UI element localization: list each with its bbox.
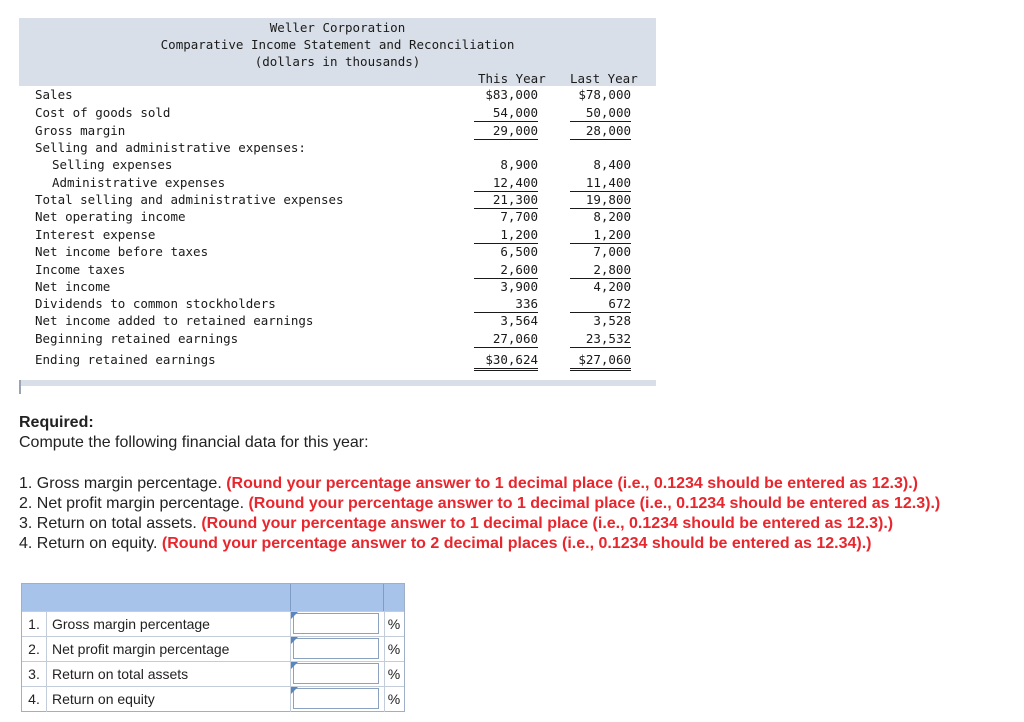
answer-cell (290, 637, 385, 662)
header-divider (290, 584, 291, 611)
last-year-value: $78,000 (578, 87, 631, 102)
question-text: 1. Gross margin percentage. (19, 475, 227, 492)
return-on-total-assets-input[interactable] (293, 663, 379, 684)
statement-units: (dollars in thousands) (254, 54, 421, 69)
percent-unit: % (387, 691, 401, 707)
last-year-value: 1,200 (570, 226, 631, 244)
question-4 (19, 535, 871, 553)
return-on-equity-input[interactable] (293, 688, 379, 709)
statement-footer-tick (19, 380, 21, 394)
last-year-value: 8,400 (593, 157, 631, 172)
row-label: Interest expense (35, 227, 156, 242)
last-year-value: 7,000 (593, 244, 631, 259)
last-year-value: $27,060 (570, 351, 631, 371)
last-year-value: 4,200 (593, 279, 631, 294)
row-label: Net operating income (35, 209, 186, 224)
statement-row (19, 174, 656, 191)
last-year-value: 28,000 (570, 122, 631, 140)
row-label: Cost of goods sold (35, 105, 171, 120)
row-label: Selling and administrative expenses: (35, 140, 306, 155)
statement-row (19, 312, 656, 329)
row-label: Return on equity (52, 691, 155, 707)
required-instructions: Compute the following financial data for this year: (19, 434, 369, 451)
answer-table (21, 583, 405, 712)
company-name: Weller Corporation (269, 20, 406, 35)
question-text: 4. Return on equity. (19, 535, 162, 552)
statement-footer-band (19, 380, 656, 386)
row-label: Gross margin percentage (52, 616, 210, 632)
rounding-note: (Round your percentage answer to 1 decimal place (i.e., 0.1234 should be entered as 12.3).) (201, 515, 894, 532)
row-label: Net profit margin percentage (52, 641, 230, 657)
rounding-note: (Round your percentage answer to 1 decimal place (i.e., 0.1234 should be entered as 12.3).) (226, 475, 918, 492)
answer-row (22, 686, 404, 712)
last-year-value: 8,200 (593, 209, 631, 224)
this-year-value: 27,060 (474, 330, 538, 348)
percent-unit: % (387, 616, 401, 632)
statement-row (19, 104, 656, 121)
statement-row (19, 208, 656, 225)
this-year-value: $30,624 (474, 351, 538, 371)
answer-cell (290, 662, 385, 687)
statement-row (19, 156, 656, 173)
this-year-value: 1,200 (474, 226, 538, 244)
row-number: 3. (22, 662, 47, 687)
required-heading: Required: (19, 414, 94, 431)
question-2 (19, 495, 940, 513)
row-label: Gross margin (35, 123, 126, 138)
answer-row (22, 636, 404, 662)
answer-cell (290, 687, 385, 712)
statement-row (19, 191, 656, 208)
answer-cell (290, 612, 385, 637)
statement-row (19, 295, 656, 312)
statement-title: Comparative Income Statement and Reconciliation (160, 37, 515, 52)
rounding-note: (Round your percentage answer to 1 decimal place (i.e., 0.1234 should be entered as 12.3).) (248, 495, 941, 512)
statement-row (19, 226, 656, 243)
statement-row (19, 139, 656, 156)
header-divider (383, 584, 384, 611)
column-header-last-year: Last Year (570, 71, 638, 86)
row-number: 2. (22, 637, 47, 662)
percent-unit: % (387, 666, 401, 682)
column-header-this-year: This Year (478, 71, 546, 86)
statement-row (19, 278, 656, 295)
row-number: 4. (22, 687, 47, 712)
row-label: Administrative expenses (52, 175, 226, 190)
statement-row (19, 122, 656, 139)
this-year-value: 7,700 (500, 209, 538, 224)
this-year-value: $83,000 (485, 87, 538, 102)
question-text: 3. Return on total assets. (19, 515, 202, 532)
this-year-value: 6,500 (500, 244, 538, 259)
row-label: Ending retained earnings (35, 352, 216, 367)
question-1 (19, 475, 918, 493)
row-label: Return on total assets (52, 666, 189, 682)
row-label: Net income before taxes (35, 244, 209, 259)
last-year-value: 19,800 (570, 191, 631, 209)
this-year-value: 12,400 (474, 174, 538, 192)
statement-row (19, 243, 656, 260)
answer-table-header (22, 584, 404, 611)
net-profit-margin-percentage-input[interactable] (293, 638, 379, 659)
last-year-value: 23,532 (570, 330, 631, 348)
row-number: 1. (22, 612, 47, 637)
row-label: Total selling and administrative expenses (35, 192, 344, 207)
last-year-value: 50,000 (570, 104, 631, 122)
row-label: Sales (35, 87, 73, 102)
income-statement (19, 18, 656, 386)
cell-marker-icon (291, 687, 298, 694)
cell-marker-icon (291, 612, 298, 619)
last-year-value: 2,800 (570, 261, 631, 279)
this-year-value: 8,900 (500, 157, 538, 172)
row-label: Dividends to common stockholders (35, 296, 276, 311)
row-label: Income taxes (35, 262, 126, 277)
this-year-value: 54,000 (474, 104, 538, 122)
rounding-note: (Round your percentage answer to 2 decimal places (i.e., 0.1234 should be entered as 12.34).) (161, 535, 872, 552)
last-year-value: 11,400 (570, 174, 631, 192)
row-label: Net income added to retained earnings (35, 313, 314, 328)
cell-marker-icon (291, 637, 298, 644)
this-year-value: 2,600 (474, 261, 538, 279)
last-year-value: 672 (570, 295, 631, 313)
statement-row (19, 330, 656, 347)
question-text: 2. Net profit margin percentage. (19, 495, 249, 512)
gross-margin-percentage-input[interactable] (293, 613, 379, 634)
this-year-value: 21,300 (474, 191, 538, 209)
answer-row (22, 661, 404, 687)
row-label: Beginning retained earnings (35, 331, 239, 346)
this-year-value: 3,564 (500, 313, 538, 328)
this-year-value: 29,000 (474, 122, 538, 140)
statement-row (19, 261, 656, 278)
percent-unit: % (387, 641, 401, 657)
this-year-value: 336 (474, 295, 538, 313)
row-label: Selling expenses (52, 157, 173, 172)
answer-row (22, 611, 404, 637)
question-3 (19, 515, 893, 533)
statement-row (19, 86, 656, 103)
cell-marker-icon (291, 662, 298, 669)
statement-row (19, 351, 656, 368)
this-year-value: 3,900 (500, 279, 538, 294)
last-year-value: 3,528 (593, 313, 631, 328)
row-label: Net income (35, 279, 111, 294)
